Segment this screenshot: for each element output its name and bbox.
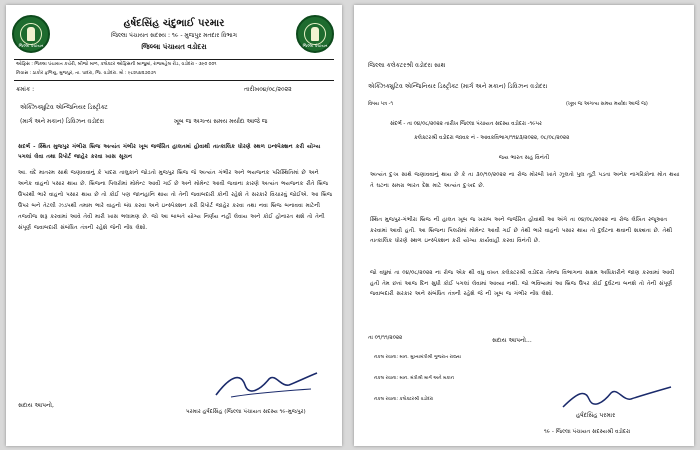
paragraph-2: સ્થિત મુજપુર-ગંભીરા બ્રિજ ની હાલત ખૂબ જ ખરાબ અને જર્જરિત હોવાથી આ અંગે તા ૦૪/૦૮/૨૦૨૨ ના રોજ લેખિત રજૂઆત કરવામાં આવી હતી. આ બ્રિજના પિલરોમાં મોમેન્ટ આવી ગઈ છે તેથી ભારે વાહનો પસાર થાય તો દુર્ઘટના થવાની શક્યતા છે. તેથી તાત્કાલિક ધોરણે સ્થળ ઇન્સ્પેક્શન કરી યોગ્ય કાર્યવાહી કરવા વિનંતી છે. xyxy=(370,217,673,244)
greeting: જય ભારત સહ વિનંતી xyxy=(498,155,550,161)
recipient-line-2: એક્ઝિક્યુટિવ એન્જિનિયર ડિસ્ટ્રીક્ટ (માર્ગ અને મકાન) ડિવિઝન વડોદરા xyxy=(368,83,548,90)
handwritten-signature-left xyxy=(211,367,321,403)
recipient-line-1: એક્ઝિક્યુટિવ એન્જિનિયર ડિસ્ટ્રીક્ટ xyxy=(20,104,108,111)
paragraph-3: જો વધુમાં તા ૦૪/૦૮/૨૦૨૨ ના રોજ એક થી વધુ વખત કલેક્ટરશ્રી વડોદરા તેમજ વિભાગના સક્ષમ અધિકારીને જાણ કરવામાં આવી હતી તેમ છતાં આજ દિન સુધી કોઈ પગલાં લેવામાં આવ્યા નથી. જો ભવિષ્યમાં આ બ્રિજ ઉપર કોઈ દુર્ઘટના બનશે તો તેની સંપૂર્ણ જવાબદારી સરકાર અને સંબંધિત તંત્રની રહેશે જે ની ખૂબ જ ગંભીર નોંધ લેશો. xyxy=(370,270,675,297)
sender-role: જિલ્લા પંચાયત સદસ્ય : ૧૯ - મુજપુર મતદાર વિભાગ xyxy=(110,32,238,39)
residence-address: નિવાસ : ઠાકોર ફળિયુ, મુજપુર, તા. પાદરા, જિ. વડોદરા. મો : ૯૮૨૫૪૨૭૦૭૧ xyxy=(16,71,156,76)
signer-name: હર્ષદસિંહ પરમાર xyxy=(576,412,616,419)
handwritten-signature-right xyxy=(559,383,674,413)
signer-role: ૧૯ - જિલ્લા પંચાયત સદસ્યશ્રી વડોદરા xyxy=(544,429,631,435)
subject-line: સદર્ભ - સ્થિત મુજપુર ગંભીરા બ્રિજ અત્યંત ગંભીર ખૂબ જર્જરિત હાલતમાં હોવાથી તાત્કાલિક ધોરણે સ્થળ ઇન્સ્પેક્શન કરી યોગ્ય પગલાં લેવા તથા રિપોર્ટ જાહેર કરવા ખાસ સૂચન xyxy=(18,144,321,160)
subject-note: વિષય પત્ર -૧ xyxy=(368,101,393,107)
urgency-note: ખૂબ જ અગત્ય સમય મર્યાદા આજે જ xyxy=(174,118,268,125)
copy-line-1: નકલ રવાના: માન. મુખ્યમંત્રીશ્રી ગુજરાત રાજ્ય xyxy=(374,355,462,360)
letter-body: આ. વંદે માતરમ સાથે જણાવવાનું કે પાદરા તાલુકાને જોડતો મુજપુર બ્રિજ જે અત્યંત ગંભીર અને ભયજનક પરિસ્થિતિમાં છે અને અનેક વાહનો પસાર થાય છે. બ્રિજના પિલરોમાં મોમેન્ટ આવી ગઈ છે અને મોમેન્ટ આવી જવાના કારણે અત્યંત ભયજનક રીતે બ્રિજ ઉપરથી ભારે વાહનો પસાર થાય છે તો કોઈ પણ જાનહાનિ થાય તો તેની જવાબદારી કોની રહેશે તે સરકારે વિચારવું જોઈએ. આ બ્રિજ ઉપર બને તેટલી ઝડપથી તમામ ભારે વાહનો બંધ કરવા અને ઇન્સ્પેક્શન કરી રિપોર્ટ જાહેર કરવા તથા નવા બ્રિજ બનાવવા માટેની તજવીજ શરૂ કરવામાં આવે તેવી મારી ખાસ ભલામણ છે. જો આ બાબતે યોગ્ય નિર્ણય નહીં લેવાય અને કોઈ હોનારત થશે તો તેની સંપૂર્ણ જવાબદારી સંબંધિત તંત્રની રહેશે જેની નોંધ લેશો. xyxy=(18,170,333,231)
copy-line-2: નકલ રવાના: માન. મંત્રીશ્રી માર્ગ અને મકાન xyxy=(374,376,455,381)
header-divider xyxy=(14,59,334,60)
seal-label: જિલ્લા પંચાયત xyxy=(18,43,44,48)
letter-date: તારીખ૦૪/૦૮/૨૦૨૨ xyxy=(244,86,292,93)
reference-number: ક્રમાંક : xyxy=(16,86,35,93)
paragraph-1: અત્યંત દુઃખ સાથે જણાવવાનું થાય છે કે તા ૩૦/૧૦/૨૦૨૨ ના રોજ મોરબી ખાતે ઝૂલતો પુલ તૂટી પડતા અનેક નાગરિકોના મોત થયા તે ઘટના સમગ્ર ભારત દેશ માટે અત્યંત દુઃખદ છે. xyxy=(370,172,680,189)
letter-date: તા ૦૧/૧૧/૨૦૨૨ xyxy=(368,335,403,341)
seal-label: જિલ્લા પંચાયત xyxy=(302,43,328,48)
reference-1: સંદર્ભ - તા ૦૪/૦૮/૨૦૨૨ તારીખ જિલ્લા પંચાયત સદસ્ય વડોદરા -૧૯પર xyxy=(390,121,542,127)
right-letter-page xyxy=(354,5,694,446)
recipient-line-1: જિલ્લા કલેક્ટરશ્રી વડોદરા સાથ xyxy=(368,62,446,69)
header-divider xyxy=(14,80,334,81)
closing: સદાય આપનો... xyxy=(492,337,532,344)
urgency-note: (ખૂબ જ અગત્ય સમય મર્યાદા આજે જ) xyxy=(566,101,648,107)
sender-name: હર્ષદસિંહ ચંદુભાઈ પરમાર xyxy=(123,18,225,29)
signature-caption: પરમાર હર્ષદસિંહ (જિલ્લા પંચાયત સદસ્ય ૧૯-મુજપુર) xyxy=(186,409,306,415)
left-letter-page xyxy=(6,5,342,446)
closing: સદાય આપનો, xyxy=(18,402,54,409)
copy-line-3: નકલ રવાના: કલેક્ટરશ્રી વડોદરા xyxy=(374,397,434,402)
recipient-line-2: (માર્ગ અને મકાન) ડિવિઝન વડોદરા xyxy=(20,118,105,125)
office-address: ઓફિસ : જિલ્લા પંચાયત કચેરી, બીજો માળ, કલેક્ટર ઓફિસની બાજુમાં, રાજમહેલ રોડ, વડોદરા - ૩૯૦ ૦૦૧ xyxy=(16,62,217,67)
sender-org: જિલ્લા પંચાયત વડોદરા xyxy=(141,43,207,51)
reference-2: કલેક્ટરશ્રી વડોદરા જાવક નં - આવકવિભાગ/૧૧૪૩/૨૦૨૨, ૦૮/૦૮/૨૦૨૨ xyxy=(414,135,570,141)
